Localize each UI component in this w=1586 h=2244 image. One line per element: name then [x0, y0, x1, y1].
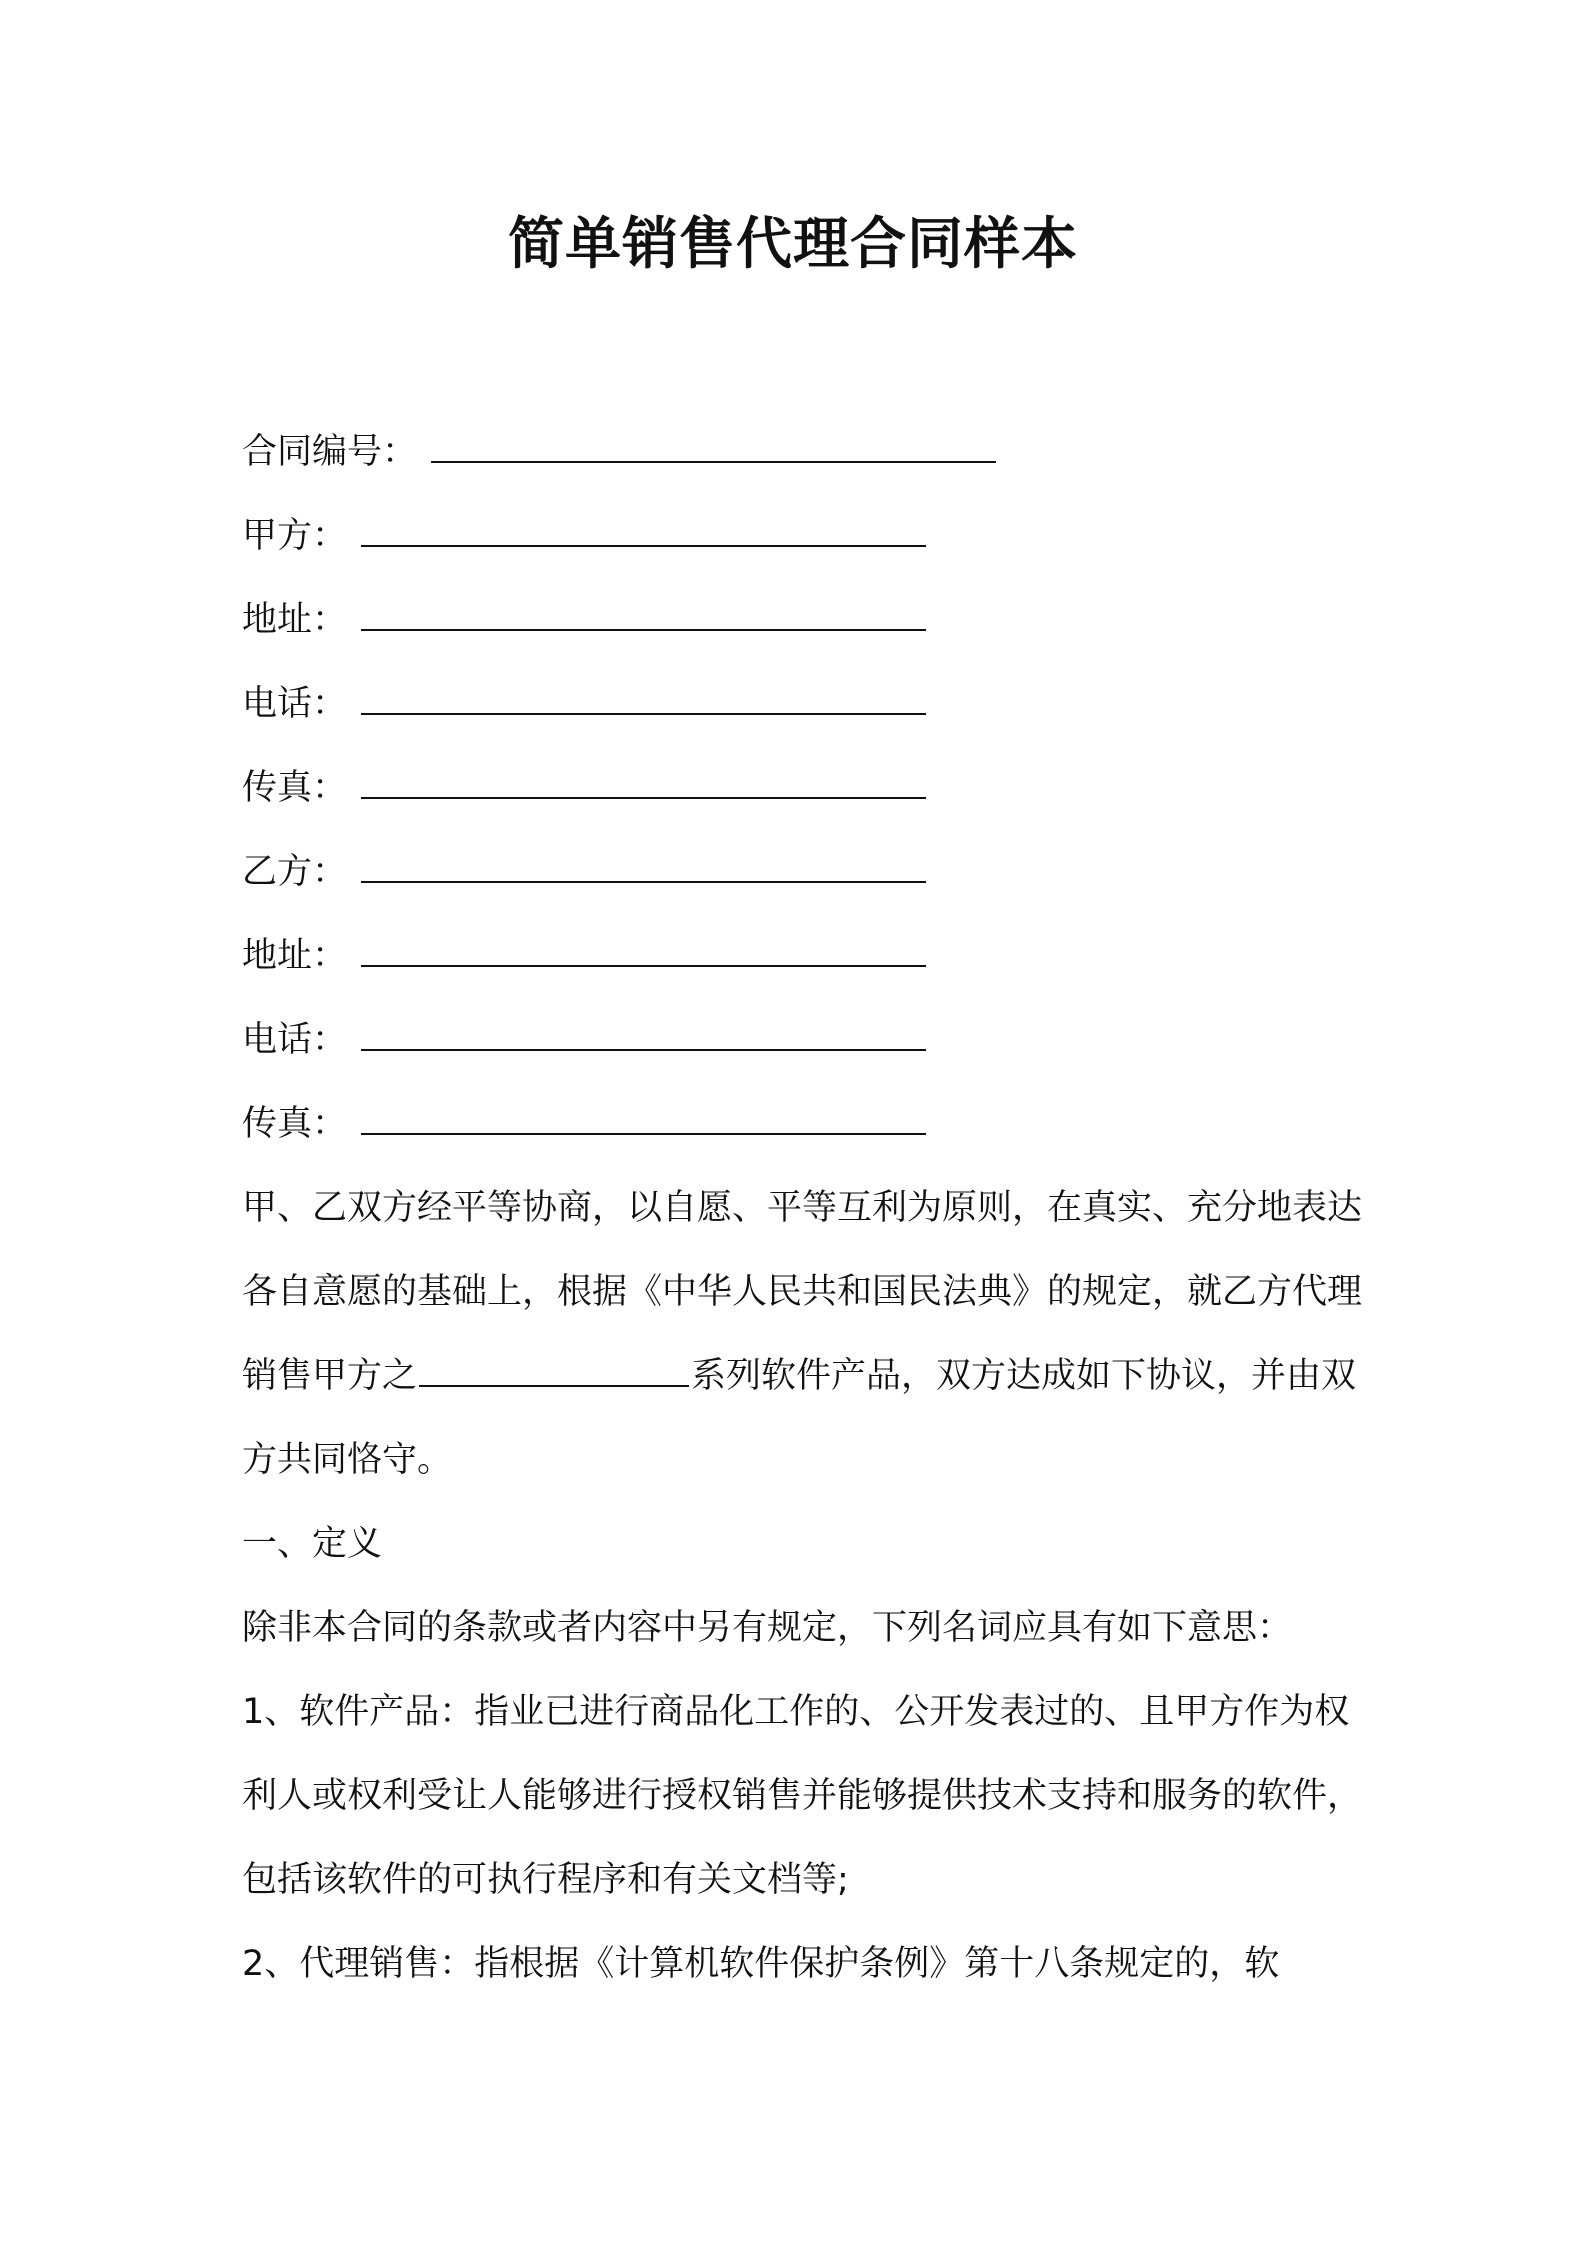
- field-party-a-fax: [242, 746, 1362, 830]
- section-heading: 一、定义: [242, 1524, 383, 1564]
- field-label: 乙方：: [242, 852, 348, 892]
- definition-item: 2、代理销售：指根据《计算机软件保护条例》第十八条规定的，软: [242, 1944, 1280, 1984]
- field-label: 电话：: [242, 1020, 348, 1060]
- fill-in-blank: [361, 675, 926, 715]
- fill-in-blank: [431, 423, 996, 463]
- field-party-b-address: [242, 914, 1362, 998]
- fill-in-blank: [361, 759, 926, 799]
- section-intro: 除非本合同的条款或者内容中另有规定，下列名词应具有如下意思：: [242, 1608, 1293, 1648]
- field-label: 甲方：: [242, 516, 348, 556]
- fill-in-blank: [361, 927, 926, 967]
- preamble-paragraph: [242, 1166, 1362, 1502]
- field-party-b: [242, 830, 1362, 914]
- document-title: 简单销售代理合同样本: [508, 212, 1078, 277]
- field-label: 地址：: [242, 936, 348, 976]
- field-label: 传真：: [242, 768, 348, 808]
- field-party-a-address: [242, 578, 1362, 662]
- fill-in-blank: [361, 1011, 926, 1051]
- fill-in-blank: [419, 1347, 689, 1387]
- fill-in-blank: [361, 591, 926, 631]
- preamble-text: 系列软件产品，双方达成如下协议，并由双方共同恪守。: [242, 1356, 1357, 1480]
- definition-item: 1、软件产品：指业已进行商品化工作的、公开发表过的、且甲方作为权利人或权利受让人能够进行授权销售并能够提供技术支持和服务的软件，包括该软件的可执行程序和有关文档等;: [242, 1692, 1363, 1900]
- field-label: 合同编号：: [242, 432, 418, 472]
- field-label: 传真：: [242, 1104, 348, 1144]
- fill-in-blank: [361, 843, 926, 883]
- field-contract-number: [242, 410, 1362, 494]
- field-label: 地址：: [242, 600, 348, 640]
- field-party-a-phone: [242, 662, 1362, 746]
- document-body: [242, 410, 1362, 2006]
- fill-in-blank: [361, 507, 926, 547]
- preamble-text: 甲、乙双方经平等协商，以自愿、平等互利为原则，在真实、充分地表达各自意愿的基础上，根据《中华人民共和国民法典》的规定，就乙方代理销售甲方之: [242, 1188, 1363, 1396]
- field-label: 电话：: [242, 684, 348, 724]
- field-party-b-phone: [242, 998, 1362, 1082]
- field-party-a: [242, 494, 1362, 578]
- field-party-b-fax: [242, 1082, 1362, 1166]
- fill-in-blank: [361, 1095, 926, 1135]
